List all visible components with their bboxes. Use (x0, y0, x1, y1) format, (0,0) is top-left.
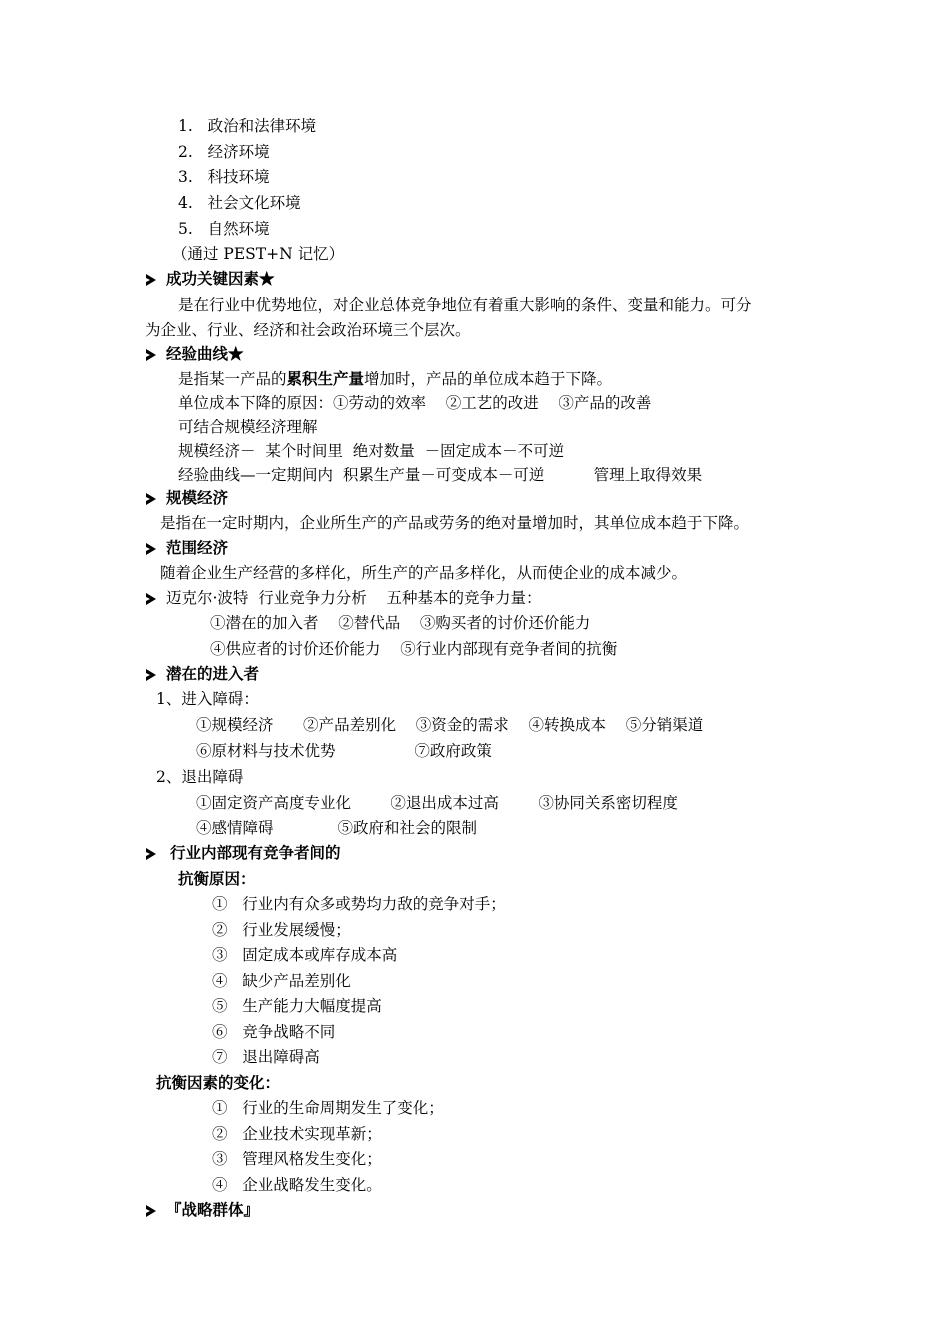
rivalry-cause: ⑥ 竞争战略不同 (212, 1023, 336, 1041)
bullet-arrow-icon (146, 848, 156, 860)
exit-barriers-1: ①固定资产高度专业化 ②退出成本过高 ③协同关系密切程度 (196, 794, 678, 812)
section-heading-kfs: 成功关键因素★ (166, 269, 275, 288)
entry-barriers-title: 1、进入障碍： (156, 690, 259, 708)
scale-body: 是指在一定时期内，企业所生产的产品或劳务的绝对量增加时，其单位成本趋于下降。 (160, 514, 750, 532)
experience-curve-definition (178, 369, 612, 389)
section-heading-scale: 规模经济 (166, 488, 229, 507)
numbered-item: 5. 自然环境 (178, 220, 270, 238)
section-heading-entrants: 潜在的进入者 (166, 664, 260, 683)
section-heading-rivalry: 行业内部现有竞争者间的 (170, 843, 341, 862)
rivalry-cause: ⑦ 退出障碍高 (212, 1048, 320, 1066)
exit-barriers-title: 2、退出障碍 (156, 768, 244, 786)
kfs-body-1: 是在行业中优势地位，对企业总体竞争地位有着重大影响的条件、变量和能力。可分 (178, 296, 752, 314)
porter-forces-1: ①潜在的加入者 ②替代品 ③购买者的讨价还价能力 (210, 614, 591, 632)
rivalry-change: ② 企业技术实现革新； (212, 1125, 382, 1143)
scope-body: 随着企业生产经营的多样化，所生产的产品多样化，从而使企业的成本减少。 (160, 564, 688, 582)
rivalry-change: ③ 管理风格发生变化； (212, 1150, 382, 1168)
numbered-item: 1. 政治和法律环境 (178, 117, 317, 135)
numbered-item: 4. 社会文化环境 (178, 194, 301, 212)
experience-curve-note: 可结合规模经济理解 (178, 418, 318, 436)
rivalry-cause: ③ 固定成本或库存成本高 (212, 946, 398, 964)
rivalry-cause: ⑤ 生产能力大幅度提高 (212, 997, 382, 1015)
entry-barriers-2: ⑥原材料与技术优势 ⑦政府政策 (196, 742, 492, 760)
section-heading-porter: 迈克尔·波特 行业竞争力分析 五种基本的竞争力量： (166, 589, 542, 607)
section-heading-strategic-groups: 『战略群体』 (166, 1200, 260, 1219)
kfs-body-2: 为企业、行业、经济和社会政治环境三个层次。 (145, 321, 471, 339)
memo-note: （通过 PEST+N 记忆） (172, 245, 345, 263)
definition-text: 增加时，产品的单位成本趋于下降。 (364, 370, 613, 388)
numbered-item: 3. 科技环境 (178, 168, 270, 186)
bullet-arrow-icon (146, 493, 156, 505)
rivalry-causes-title: 抗衡原因： (178, 869, 256, 888)
section-heading-experience-curve: 经验曲线★ (166, 344, 244, 363)
experience-curve-scale-compare: 规模经济－ 某个时间里 绝对数量 －固定成本－不可逆 (178, 442, 565, 460)
definition-text: 是指某一产品的 (178, 370, 287, 388)
rivalry-cause: ① 行业内有众多或势均力敌的竞争对手； (212, 895, 506, 913)
numbered-item: 2. 经济环境 (178, 143, 270, 161)
bullet-arrow-icon (146, 1205, 156, 1217)
rivalry-change: ① 行业的生命周期发生了变化； (212, 1099, 444, 1117)
bullet-arrow-icon (146, 274, 156, 286)
rivalry-changes-title: 抗衡因素的变化： (156, 1073, 281, 1092)
definition-emphasis: 累积生产量 (286, 369, 365, 388)
rivalry-cause: ② 行业发展缓慢； (212, 921, 351, 939)
rivalry-cause: ④ 缺少产品差别化 (212, 972, 351, 990)
porter-forces-2: ④供应者的讨价还价能力 ⑤行业内部现有竞争者间的抗衡 (210, 640, 618, 658)
exit-barriers-2: ④感情障碍 ⑤政府和社会的限制 (196, 819, 478, 837)
rivalry-change: ④ 企业战略发生变化。 (212, 1176, 382, 1194)
experience-curve-reasons: 单位成本下降的原因：①劳动的效率 ②工艺的改进 ③产品的改善 (178, 394, 652, 412)
experience-curve-compare: 经验曲线—一定期间内 积累生产量－可变成本－可逆 管理上取得效果 (178, 466, 703, 484)
bullet-arrow-icon (146, 669, 156, 681)
bullet-arrow-icon (146, 543, 156, 555)
section-heading-scope: 范围经济 (166, 538, 229, 557)
bullet-arrow-icon (146, 593, 156, 605)
bullet-arrow-icon (146, 349, 156, 361)
entry-barriers-1: ①规模经济 ②产品差别化 ③资金的需求 ④转换成本 ⑤分销渠道 (196, 716, 704, 734)
